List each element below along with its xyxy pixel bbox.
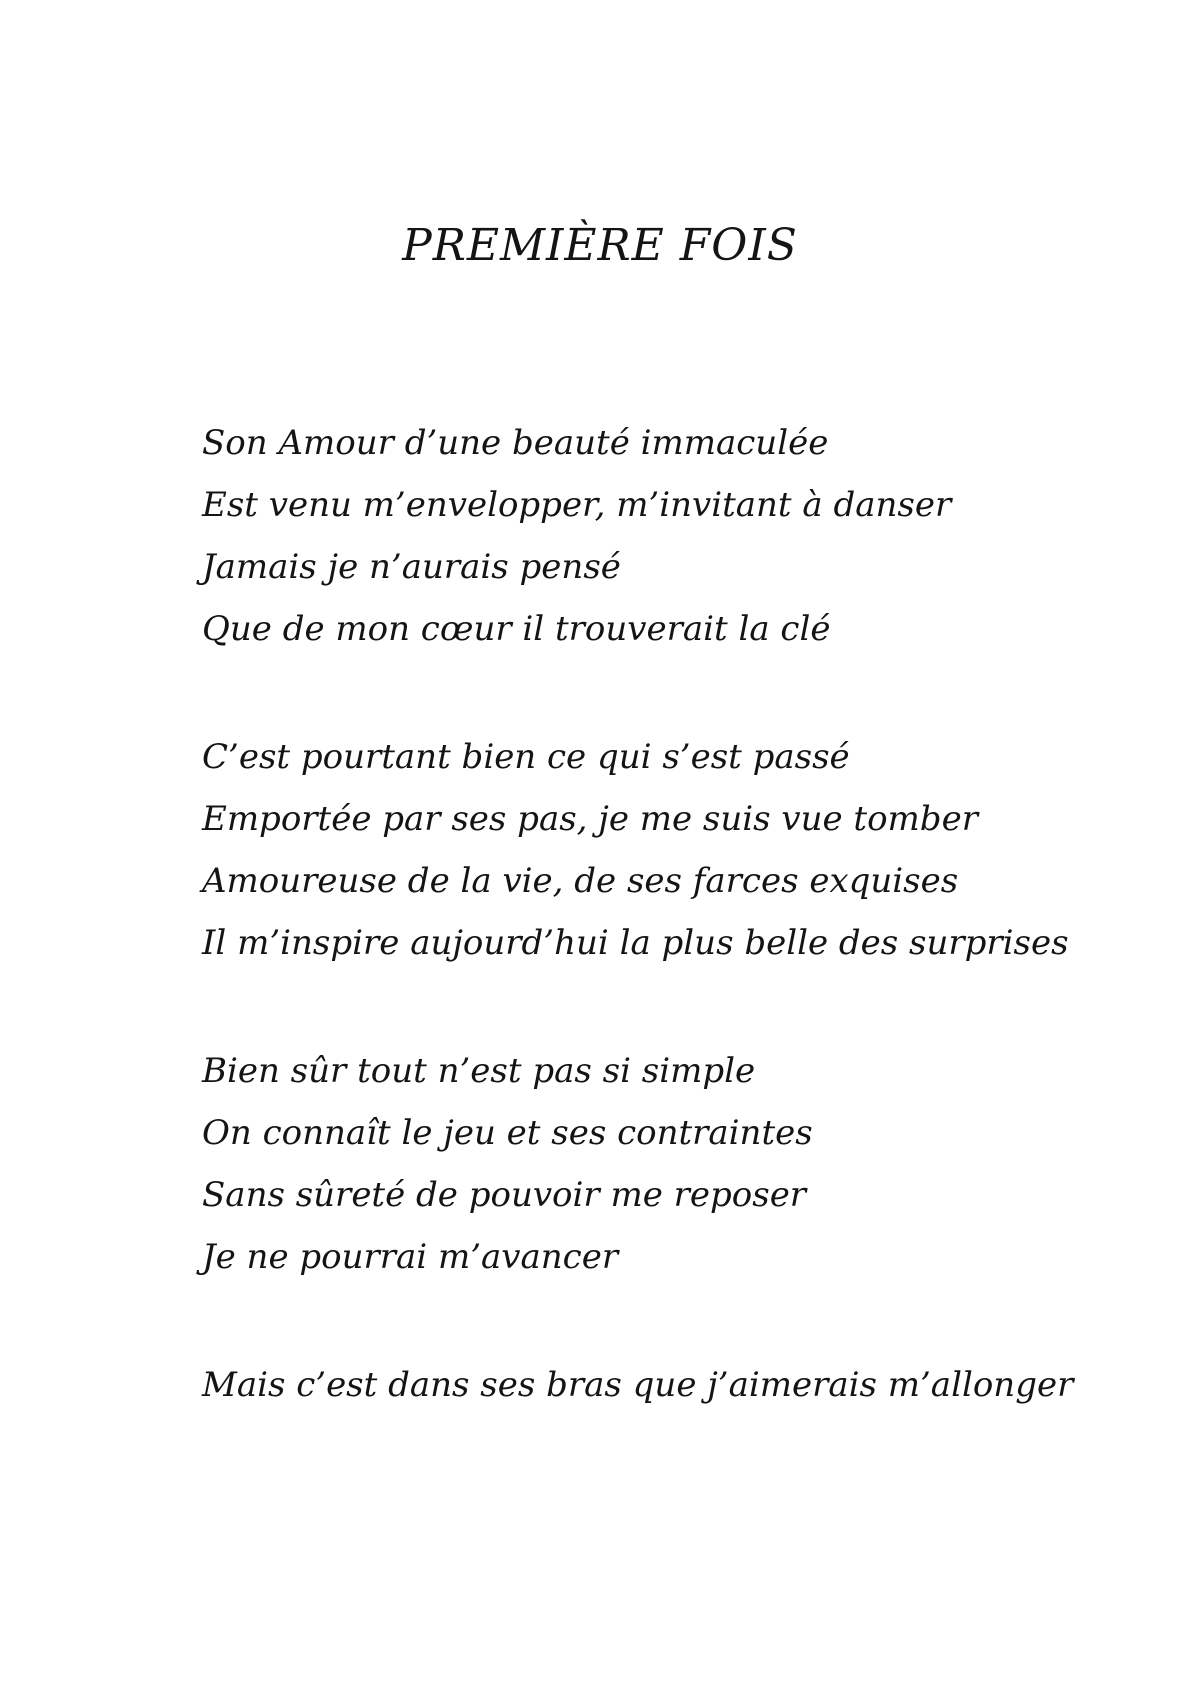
verse-line: Que de mon cœur il trouverait la clé — [202, 609, 831, 649]
stanza-3 — [202, 1040, 1162, 1288]
verse-line: Est venu m’envelopper, m’invitant à danser — [202, 485, 952, 525]
verse-line: Jamais je n’aurais pensé — [202, 547, 621, 587]
poem-title: PREMIÈRE FOIS — [402, 220, 798, 271]
verse-line: On connaît le jeu et ses contraintes — [202, 1113, 813, 1153]
verse-line: Amoureuse de la vie, de ses farces exquises — [202, 861, 959, 901]
stanza-1 — [202, 412, 1162, 660]
poem-body — [202, 412, 1162, 1482]
verse-line: Bien sûr tout n’est pas si simple — [202, 1051, 756, 1091]
verse-line: Emportée par ses pas, je me suis vue tomber — [202, 799, 978, 839]
verse-line: Je ne pourrai m’avancer — [202, 1237, 619, 1277]
verse-line: C’est pourtant bien ce qui s’est passé — [202, 737, 850, 777]
verse-line: Mais c’est dans ses bras que j’aimerais m’allonger — [202, 1365, 1074, 1405]
verse-line: Il m’inspire aujourd’hui la plus belle des surprises — [202, 923, 1069, 963]
stanza-4 — [202, 1354, 1162, 1416]
stanza-2 — [202, 726, 1162, 974]
verse-line: Son Amour d’une beauté immaculée — [202, 423, 829, 463]
verse-line: Sans sûreté de pouvoir me reposer — [202, 1175, 807, 1215]
